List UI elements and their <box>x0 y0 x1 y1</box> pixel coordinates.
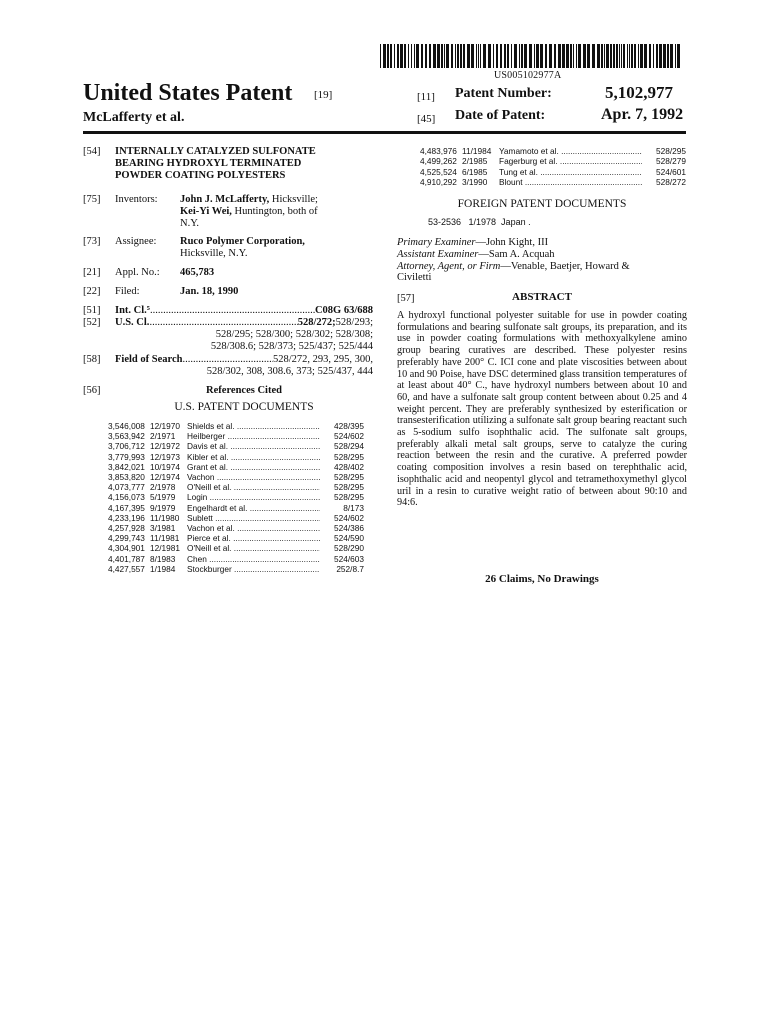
reference-number: 4,156,073 <box>108 492 145 503</box>
reference-name: Engelhardt et al. ..... <box>187 503 320 513</box>
reference-class: 524/602 <box>334 512 364 523</box>
reference-row <box>420 146 686 156</box>
field-56-code: [56] <box>83 385 101 396</box>
barcode-bar <box>411 44 412 68</box>
foreign-docs-heading: FOREIGN PATENT DOCUMENTS <box>457 198 627 210</box>
reference-row <box>108 421 364 431</box>
reference-name: O'Neill et al. ..... <box>187 543 320 553</box>
reference-date: 1/1984 <box>150 563 176 574</box>
abstract-text: A hydroxyl functional polyester suitable for use in powder coating formulations and bearing sulfonate salt groups, its preparation, and its use in powder coating formulations with methoxyalkylene amino group bearing curatives are described. These polyester resins preferably have 200° C. ICI cone and plate viscosities between about 10 and 90 Poise, have DSC determined glass transition temperatures of at least about 40° C., have hydroxyl numbers between about 10 and 60, and have a sulfonate salt group content between about 0.25 and 4 weight percent. They are preferably synthesized by esterification or transesterification utilizing a sulfonate salt group bearing reactant such as 5-sodium sulfo isophthalic acid. The sulfonate salt groups, preferably alkali metal salt groups, serve to catalyze the curing reaction between the resin and the curative. A preferred powder coating composition involves a resin based on terephthalic acid, isophthalic acid and neopentyl glycol and tetramethoxymethyl glycol uril in a resin to curative weight ratio of between about 90:10 and 94:6. <box>397 310 688 509</box>
assistant-examiner-label: Assistant Examiner <box>397 248 479 260</box>
reference-date: 12/1981 <box>150 543 180 554</box>
field-of-search-row <box>115 354 373 366</box>
title-code: [19] <box>314 89 333 101</box>
reference-date: 11/1980 <box>150 512 180 523</box>
barcode-bar <box>536 44 539 68</box>
reference-row <box>108 554 364 564</box>
reference-name: O'Neill et al. ..... <box>187 482 320 492</box>
patent-number: 5,102,977 <box>605 83 673 102</box>
us-cl-primary: 528/272; <box>297 317 336 328</box>
reference-class: 528/294 <box>334 441 364 452</box>
barcode-bar <box>429 44 431 68</box>
barcode-bar <box>500 44 502 68</box>
reference-number: 4,299,743 <box>108 533 145 544</box>
int-cl-leader <box>150 305 315 317</box>
reference-name: Grant et al. ..... <box>187 462 320 472</box>
us-documents-heading: U.S. PATENT DOCUMENTS <box>174 401 314 413</box>
reference-row <box>108 452 364 462</box>
field-58-code: [58] <box>83 354 101 365</box>
barcode-bar <box>592 44 595 68</box>
reference-date: 12/1972 <box>150 441 180 452</box>
barcode-bar <box>524 44 527 68</box>
reference-number: 4,233,196 <box>108 512 145 523</box>
reference-row <box>108 462 364 472</box>
barcode-bar <box>644 44 647 68</box>
header-rule <box>83 131 686 134</box>
reference-class: 524/603 <box>334 553 364 564</box>
us-cl-leader <box>149 317 297 329</box>
barcode-bar <box>478 44 479 68</box>
barcode-bar <box>493 44 494 68</box>
date-label: Date of Patent: <box>455 108 546 123</box>
reference-number: 4,483,976 <box>420 146 457 156</box>
reference-class: 528/295 <box>334 472 364 483</box>
barcode-bar <box>408 44 409 68</box>
reference-date: 3/1990 <box>462 177 488 188</box>
barcode-bar <box>549 44 552 68</box>
reference-row <box>420 156 686 166</box>
reference-number: 4,304,901 <box>108 543 145 554</box>
reference-number: 3,779,993 <box>108 451 145 462</box>
barcode <box>380 44 686 68</box>
barcode-bar <box>583 44 586 68</box>
reference-date: 10/1974 <box>150 461 180 472</box>
reference-row <box>108 523 364 533</box>
barcode-bar <box>457 44 459 68</box>
reference-date: 2/1971 <box>150 431 176 442</box>
barcode-bar <box>387 44 389 68</box>
barcode-bar <box>441 44 443 68</box>
barcode-bar <box>558 44 561 68</box>
reference-row <box>108 482 364 492</box>
inventor-2: Kei-Yi Wei, <box>180 206 232 217</box>
reference-class: 524/386 <box>334 523 364 534</box>
reference-row <box>108 441 364 451</box>
reference-class: 528/272 <box>656 177 686 188</box>
barcode-bar <box>414 44 415 68</box>
barcode-bar <box>463 44 465 68</box>
reference-number: 3,546,008 <box>108 421 145 431</box>
title-line-2: BEARING HYDROXYL TERMINATED <box>115 158 302 169</box>
reference-row <box>108 503 364 513</box>
reference-class: 428/402 <box>334 461 364 472</box>
barcode-bar <box>554 44 556 68</box>
reference-number: 3,706,712 <box>108 441 145 452</box>
inventor-1: John J. McLafferty, <box>180 194 270 205</box>
barcode-bar <box>511 44 512 68</box>
inventors-label: Inventors: <box>115 194 158 205</box>
barcode-bar <box>623 44 625 68</box>
reference-class: 528/295 <box>656 146 686 156</box>
barcode-bar <box>514 44 517 68</box>
barcode-bar <box>507 44 509 68</box>
barcode-bar <box>425 44 427 68</box>
barcode-bar <box>496 44 498 68</box>
barcode-bar <box>467 44 470 68</box>
barcode-bar <box>631 44 633 68</box>
barcode-bar <box>616 44 618 68</box>
reference-number: 4,073,777 <box>108 482 145 493</box>
barcode-bar <box>476 44 477 68</box>
reference-date: 11/1984 <box>462 146 492 156</box>
reference-number: 4,427,557 <box>108 563 145 574</box>
barcode-number: US005102977A <box>494 70 562 81</box>
assignee-name: Ruco Polymer Corporation, <box>180 236 305 247</box>
reference-class: 524/602 <box>334 431 364 442</box>
reference-class: 528/295 <box>334 451 364 462</box>
reference-row <box>108 533 364 543</box>
barcode-bar <box>667 44 669 68</box>
patent-number-code: [11] <box>417 91 435 103</box>
field-of-search-value: 528/272, 293, 295, 300, <box>272 354 373 365</box>
us-cl-label: U.S. Cl. <box>115 317 150 328</box>
attorney-continued: Civiletti <box>397 272 432 284</box>
barcode-bar <box>675 44 676 68</box>
reference-name: Vachon et al. ..... <box>187 523 320 533</box>
barcode-bar <box>451 44 453 68</box>
barcode-bar <box>587 44 590 68</box>
us-cl-row <box>115 317 373 329</box>
barcode-bar <box>521 44 523 68</box>
reference-name: Vachon ..... <box>187 472 320 482</box>
reference-name: Yamamoto et al. ..... <box>499 146 642 156</box>
barcode-bar <box>621 44 622 68</box>
reference-name: Stockburger ..... <box>187 564 320 574</box>
primary-examiner-label: Primary Examiner <box>397 237 476 248</box>
reference-date: 5/1979 <box>150 492 176 503</box>
field-52-code: [52] <box>83 317 101 328</box>
barcode-bar <box>480 44 481 68</box>
barcode-bar <box>601 44 603 68</box>
barcode-bar <box>404 44 406 68</box>
barcode-bar <box>545 44 547 68</box>
inventors <box>180 194 318 230</box>
reference-name: Davis et al. ..... <box>187 441 320 451</box>
reference-name: Blount ..... <box>499 177 642 187</box>
barcode-bar <box>638 44 639 68</box>
reference-name: Tung et al. ..... <box>499 167 642 177</box>
reference-date: 11/1981 <box>150 533 180 544</box>
barcode-bar <box>397 44 399 68</box>
abstract-code: [57] <box>397 293 415 304</box>
reference-name: Shields et al. ..... <box>187 421 320 431</box>
barcode-bar <box>573 44 574 68</box>
barcode-bar <box>380 44 381 68</box>
title-line-1: INTERNALLY CATALYZED SULFONATE <box>115 146 316 157</box>
reference-class: 528/290 <box>334 543 364 554</box>
barcode-bar <box>390 44 392 68</box>
barcode-bar <box>540 44 543 68</box>
int-cl-value: C08G 63/688 <box>314 305 373 316</box>
patent-office-title: United States Patent <box>83 80 293 106</box>
reference-row <box>108 492 364 502</box>
barcode-bar <box>649 44 651 68</box>
barcode-bar <box>566 44 569 68</box>
reference-name: Login ..... <box>187 492 320 502</box>
reference-class: 428/395 <box>334 421 364 431</box>
reference-date: 8/1983 <box>150 553 176 564</box>
reference-date: 6/1985 <box>462 166 488 177</box>
reference-class: 528/279 <box>656 156 686 167</box>
int-cl-label: Int. Cl.⁵ <box>115 305 150 316</box>
reference-date: 9/1979 <box>150 502 176 513</box>
field-of-search-label: Field of Search <box>115 354 183 365</box>
reference-number: 4,167,395 <box>108 502 145 513</box>
reference-class: 8/173 <box>343 502 364 513</box>
inventors-state: N.Y. <box>180 218 200 229</box>
barcode-bar <box>670 44 673 68</box>
barcode-bar <box>570 44 572 68</box>
barcode-bar <box>437 44 440 68</box>
reference-name: Chen ..... <box>187 554 320 564</box>
barcode-bar <box>562 44 565 68</box>
field-54-code: [54] <box>83 146 101 157</box>
reference-class: 528/295 <box>334 482 364 493</box>
field-51-code: [51] <box>83 305 101 316</box>
reference-row <box>108 543 364 553</box>
field-21-code: [21] <box>83 267 101 278</box>
references-cited-heading: References Cited <box>206 385 282 396</box>
reference-name: Kibler et al. ..... <box>187 452 320 462</box>
barcode-bar <box>656 44 658 68</box>
reference-row <box>108 472 364 482</box>
barcode-bar <box>613 44 615 68</box>
invention-title <box>115 146 316 182</box>
reference-date: 12/1970 <box>150 421 180 431</box>
reference-number: 3,563,942 <box>108 431 145 442</box>
barcode-bar <box>529 44 532 68</box>
assignee-place: Hicksville, N.Y. <box>180 248 248 259</box>
barcode-bar <box>606 44 609 68</box>
reference-row <box>420 167 686 177</box>
inventor-1-place: Hicksville; <box>269 194 318 205</box>
us-references-continued <box>420 146 686 188</box>
reference-number: 3,853,820 <box>108 472 145 483</box>
barcode-bar <box>446 44 449 68</box>
us-references-list <box>108 421 364 574</box>
barcode-bar <box>653 44 654 68</box>
reference-number: 4,499,262 <box>420 156 457 167</box>
reference-name: Fagerburg et al. ..... <box>499 156 642 166</box>
reference-row <box>108 431 364 441</box>
patent-number-label: Patent Number: <box>455 86 552 101</box>
barcode-bar <box>394 44 395 68</box>
reference-class: 524/590 <box>334 533 364 544</box>
barcode-bar <box>460 44 462 68</box>
reference-number: 4,257,928 <box>108 523 145 534</box>
date-code: [45] <box>417 113 436 125</box>
barcode-bar <box>627 44 628 68</box>
reference-date: 2/1985 <box>462 156 488 167</box>
reference-date: 12/1974 <box>150 472 180 483</box>
patent-date: Apr. 7, 1992 <box>601 106 684 123</box>
barcode-bar <box>504 44 506 68</box>
field-22-code: [22] <box>83 286 101 297</box>
reference-date: 12/1973 <box>150 451 180 462</box>
reference-name: Pierce et al. ..... <box>187 533 320 543</box>
reference-date: 3/1981 <box>150 523 176 534</box>
appl-no: 465,783 <box>180 267 215 278</box>
barcode-bar <box>659 44 662 68</box>
reference-class: 252/8.7 <box>336 563 364 574</box>
reference-number: 4,525,524 <box>420 166 457 177</box>
reference-row <box>108 513 364 523</box>
us-cl-line-3: 528/308.6; 528/373; 525/437; 525/444 <box>210 341 373 352</box>
reference-class: 528/295 <box>334 492 364 503</box>
barcode-bar <box>383 44 386 68</box>
reference-number: 4,401,787 <box>108 553 145 564</box>
attorney-label: Attorney, Agent, or Firm <box>397 260 501 272</box>
barcode-bar <box>444 44 445 68</box>
barcode-bar <box>576 44 577 68</box>
field-73-code: [73] <box>83 236 101 247</box>
us-cl-secondary: 528/293; <box>335 317 373 328</box>
barcode-bar <box>597 44 600 68</box>
assignee <box>180 236 305 260</box>
barcode-bar <box>519 44 520 68</box>
barcode-bar <box>634 44 636 68</box>
barcode-bar <box>629 44 630 68</box>
assignee-label: Assignee: <box>115 236 157 247</box>
filed-date: Jan. 18, 1990 <box>180 286 239 297</box>
reference-date: 2/1978 <box>150 482 176 493</box>
barcode-bar <box>488 44 491 68</box>
barcode-bar <box>640 44 643 68</box>
barcode-bar <box>604 44 605 68</box>
field-of-search-leader <box>182 354 272 366</box>
barcode-bar <box>416 44 419 68</box>
barcode-bar <box>421 44 423 68</box>
examiners <box>397 237 689 284</box>
barcode-bar <box>534 44 535 68</box>
title-line-3: POWDER COATING POLYESTERS <box>115 170 286 181</box>
barcode-bar <box>663 44 666 68</box>
assistant-examiner: —Sam A. Acquah <box>478 248 555 260</box>
primary-examiner: —John Kight, III <box>475 237 549 248</box>
int-cl-row <box>115 305 373 317</box>
field-of-search-line-2: 528/302, 308, 308.6, 373; 525/437, 444 <box>206 366 373 377</box>
authors: McLafferty et al. <box>83 110 185 125</box>
barcode-bar <box>619 44 620 68</box>
reference-number: 3,842,021 <box>108 461 145 472</box>
abstract-heading: ABSTRACT <box>512 291 572 303</box>
barcode-bar <box>471 44 474 68</box>
reference-number: 4,910,292 <box>420 177 457 188</box>
barcode-bar <box>677 44 680 68</box>
barcode-bar <box>455 44 456 68</box>
barcode-bar <box>483 44 486 68</box>
reference-name: Sublett ..... <box>187 513 320 523</box>
field-75-code: [75] <box>83 194 101 205</box>
foreign-doc-entry: 53-2536 1/1978 Japan . <box>428 217 531 227</box>
filed-label: Filed: <box>115 286 140 297</box>
barcode-bar <box>433 44 436 68</box>
inventor-2-place: Huntington, both of <box>231 206 318 217</box>
appl-no-label: Appl. No.: <box>115 267 160 278</box>
barcode-bar <box>400 44 403 68</box>
barcode-bar <box>578 44 581 68</box>
reference-row <box>108 564 364 574</box>
reference-row <box>420 177 686 187</box>
barcode-bar <box>610 44 612 68</box>
reference-name: Heilberger ..... <box>187 431 320 441</box>
reference-class: 524/601 <box>656 166 686 177</box>
attorney: —Venable, Baetjer, Howard & <box>500 260 630 272</box>
us-cl-line-2: 528/295; 528/300; 528/302; 528/308; <box>215 329 373 340</box>
claims-summary: 26 Claims, No Drawings <box>485 573 599 585</box>
